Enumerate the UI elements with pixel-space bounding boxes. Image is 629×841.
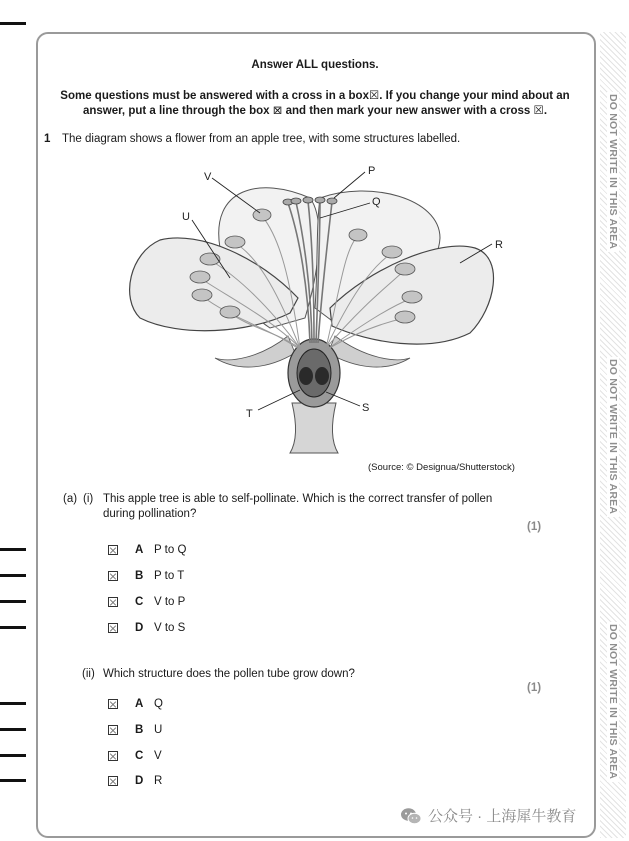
margin-tick bbox=[0, 548, 26, 551]
cross-box-icon: ☒ bbox=[368, 90, 380, 102]
answer-option[interactable] bbox=[108, 748, 162, 764]
marks-label: (1) bbox=[527, 682, 542, 694]
diagram-label-v: V bbox=[204, 171, 212, 183]
instructions-line-1: Some questions must be answered with a cross in a box☒. If you change your mind about an bbox=[60, 90, 570, 102]
option-letter: C bbox=[135, 596, 144, 608]
answer-checkbox[interactable] bbox=[108, 623, 118, 633]
watermark bbox=[400, 805, 576, 826]
option-letter: D bbox=[135, 775, 144, 787]
answer-checkbox[interactable] bbox=[108, 571, 118, 581]
do-not-write-label: DO NOT WRITE IN THIS AREA bbox=[607, 359, 619, 515]
diagram-label-u: U bbox=[182, 211, 190, 223]
question-text: Which structure does the pollen tube grow down? bbox=[103, 668, 355, 680]
wechat-icon bbox=[400, 807, 422, 825]
option-text: Q bbox=[154, 698, 163, 710]
cross-box-icon: ☒ bbox=[533, 105, 544, 117]
answer-checkbox[interactable] bbox=[108, 545, 118, 555]
answer-option[interactable] bbox=[108, 568, 184, 584]
diagram-label-p: P bbox=[368, 165, 376, 177]
part-label: (a) bbox=[63, 493, 78, 505]
question-text: This apple tree is able to self-pollinate. Which is the correct transfer of pollen bbox=[103, 493, 493, 505]
answer-checkbox[interactable] bbox=[108, 751, 118, 761]
margin-tick bbox=[0, 600, 26, 603]
diagram-label-r: R bbox=[495, 239, 503, 251]
question-text: during pollination? bbox=[103, 508, 197, 520]
margin-tick bbox=[0, 22, 26, 25]
image-source: (Source: © Designua/Shutterstock) bbox=[368, 462, 515, 473]
option-text: P to T bbox=[154, 570, 185, 582]
answer-option[interactable] bbox=[108, 773, 162, 789]
answer-option[interactable] bbox=[108, 594, 185, 610]
do-not-write-margin bbox=[600, 32, 626, 838]
option-letter: B bbox=[135, 724, 144, 736]
option-letter: C bbox=[135, 750, 144, 762]
option-text: R bbox=[154, 775, 163, 787]
margin-tick bbox=[0, 702, 26, 705]
margin-tick bbox=[0, 574, 26, 577]
answer-checkbox[interactable] bbox=[108, 699, 118, 709]
margin-tick bbox=[0, 626, 26, 629]
margin-tick bbox=[0, 728, 26, 731]
diagram-label-s: S bbox=[362, 402, 370, 414]
section-title: Answer ALL questions. bbox=[251, 59, 379, 71]
answer-checkbox[interactable] bbox=[108, 725, 118, 735]
answer-option[interactable] bbox=[108, 542, 186, 558]
answer-option[interactable] bbox=[108, 620, 185, 636]
option-text: V to P bbox=[154, 596, 186, 608]
option-letter: A bbox=[135, 544, 144, 556]
marks-label: (1) bbox=[527, 521, 542, 533]
option-letter: B bbox=[135, 570, 144, 582]
answer-option[interactable] bbox=[108, 696, 163, 712]
sub-part-label: (i) bbox=[83, 493, 94, 505]
option-text: P to Q bbox=[154, 544, 187, 556]
option-text: U bbox=[154, 724, 163, 736]
do-not-write-label: DO NOT WRITE IN THIS AREA bbox=[607, 624, 619, 780]
do-not-write-label: DO NOT WRITE IN THIS AREA bbox=[607, 94, 619, 250]
margin-tick bbox=[0, 779, 26, 782]
option-letter: D bbox=[135, 622, 144, 634]
answer-checkbox[interactable] bbox=[108, 776, 118, 786]
sub-part-label: (ii) bbox=[82, 668, 95, 680]
question-number: 1 bbox=[44, 133, 51, 145]
option-text: V bbox=[154, 750, 162, 762]
diagram-label-q: Q bbox=[372, 196, 381, 208]
watermark-text: 公众号 · 上海犀牛教育 bbox=[428, 808, 577, 825]
option-text: V to S bbox=[154, 622, 186, 634]
answer-option[interactable] bbox=[108, 722, 162, 738]
margin-tick bbox=[0, 754, 26, 757]
instructions-line-2: answer, put a line through the box ⊠ and then mark your new answer with a cross ☒. bbox=[82, 105, 548, 117]
struck-box-icon: ⊠ bbox=[272, 105, 283, 117]
option-letter: A bbox=[135, 698, 144, 710]
answer-checkbox[interactable] bbox=[108, 597, 118, 607]
question-text: The diagram shows a flower from an apple tree, with some structures labelled. bbox=[62, 133, 461, 145]
flower-diagram bbox=[120, 158, 520, 458]
diagram-label-t: T bbox=[246, 408, 253, 420]
